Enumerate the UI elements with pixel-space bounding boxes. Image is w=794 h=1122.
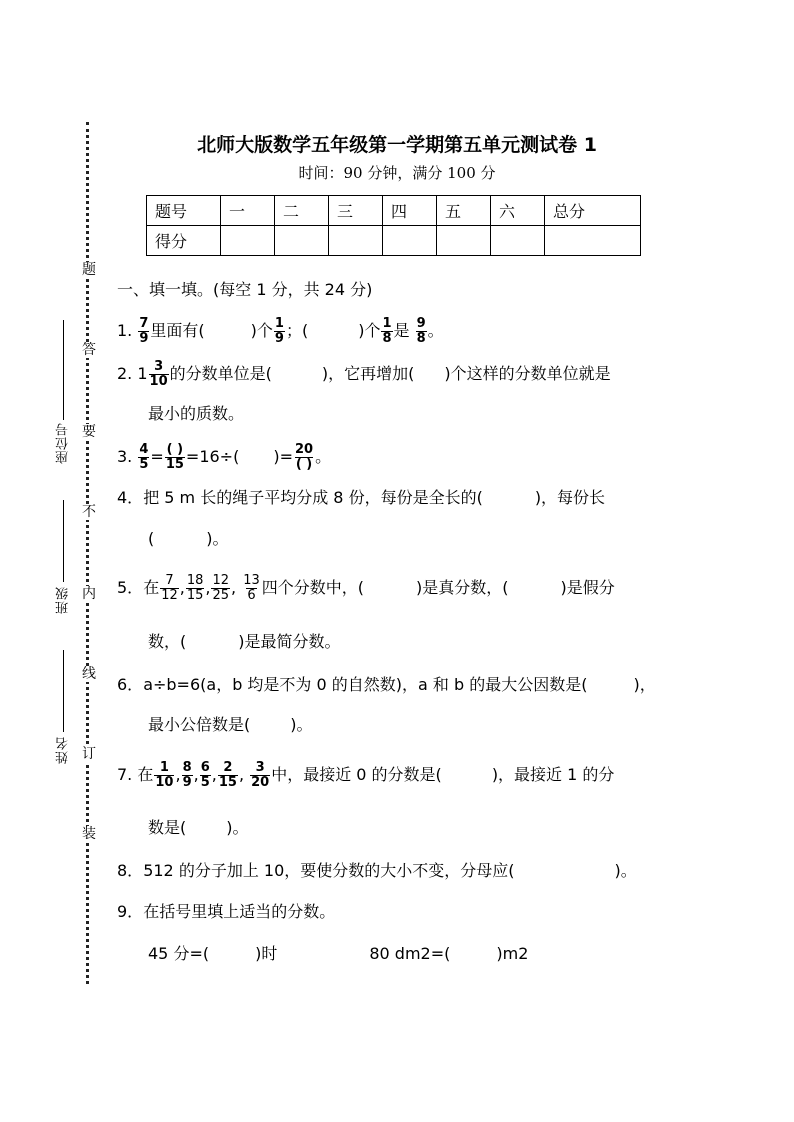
name-line bbox=[63, 650, 64, 732]
score-header-cell: 四 bbox=[383, 196, 437, 226]
question-7-cont bbox=[148, 816, 249, 840]
question-number: 8． bbox=[117, 861, 144, 880]
score-cell[interactable] bbox=[329, 226, 383, 256]
fraction: $\frac{6}{5}$ bbox=[200, 760, 210, 790]
seat-number-label: 座位号 bbox=[56, 422, 71, 464]
question-text: 里面有( bbox=[150, 321, 205, 340]
binding-dotted-line bbox=[86, 122, 89, 984]
question-6 bbox=[117, 673, 656, 697]
question-text: 四个分数中，( bbox=[261, 578, 364, 597]
fraction: $\frac{1}{8}$ bbox=[382, 316, 392, 346]
question-text: 在 bbox=[137, 765, 154, 784]
score-cell[interactable] bbox=[275, 226, 329, 256]
seal-char: 订 bbox=[82, 746, 96, 762]
seal-char: 线 bbox=[82, 666, 96, 682]
question-5: 5．在 $\frac{7}{12}$ , $\frac{18}{15}$ , $\frac{12}{25}$ , $\frac{13}{6}$ 四个分数中，( )是真分数，( )是假分 bbox=[117, 573, 615, 603]
score-cell[interactable] bbox=[437, 226, 491, 256]
question-text: )，每份长 bbox=[534, 488, 606, 507]
question-text: )。 bbox=[226, 818, 249, 837]
fraction: $\frac{18}{15}$ bbox=[186, 573, 204, 603]
score-table-header-row bbox=[147, 196, 641, 226]
question-text: )个 bbox=[250, 321, 273, 340]
question-text: =16÷( bbox=[185, 447, 240, 466]
question-text: )个 bbox=[358, 321, 381, 340]
fraction: $\frac{13}{6}$ bbox=[243, 573, 260, 603]
question-number: 4． bbox=[117, 488, 144, 507]
question-text: 中，最接近 0 的分数是( bbox=[271, 765, 442, 784]
seal-char: 内 bbox=[82, 586, 96, 602]
question-text: )是真分数，( bbox=[416, 578, 509, 597]
fraction: $\frac{3}{10}$ bbox=[149, 359, 168, 389]
question-text: 最小公倍数是( bbox=[148, 715, 251, 734]
score-cell[interactable] bbox=[383, 226, 437, 256]
question-text: 数是( bbox=[148, 818, 187, 837]
question-3 bbox=[117, 443, 331, 472]
question-number: 2. bbox=[117, 364, 133, 383]
fraction: $\frac{9}{8}$ bbox=[416, 316, 426, 346]
question-text: )，它再增加( bbox=[321, 364, 415, 383]
name-label: 姓名 bbox=[56, 736, 71, 764]
seat-number-line bbox=[63, 320, 64, 420]
class-label: 班级 bbox=[56, 586, 71, 614]
fraction: $\frac{20}{( )}$ bbox=[294, 442, 314, 472]
question-text: )是最简分数。 bbox=[238, 632, 341, 651]
question-text: 是 bbox=[393, 321, 410, 340]
question-text: )， bbox=[633, 675, 656, 694]
question-text: 数，( bbox=[148, 632, 187, 651]
question-text: 。 bbox=[315, 447, 332, 466]
score-table bbox=[146, 195, 641, 256]
seal-char: 答 bbox=[82, 342, 96, 358]
score-cell[interactable] bbox=[491, 226, 545, 256]
fraction: $\frac{( )}{15}$ bbox=[165, 442, 184, 472]
score-row-label: 得分 bbox=[147, 226, 221, 256]
question-text: )时 bbox=[255, 944, 278, 963]
question-text: 的分数单位是( bbox=[169, 364, 272, 383]
fraction: $\frac{1}{10}$ bbox=[155, 760, 174, 790]
page-title: 北师大版数学五年级第一学期第五单元测试卷 1 bbox=[197, 134, 597, 156]
question-text: 把 5 m 长的绳子平均分成 8 份，每份是全长的( bbox=[143, 488, 483, 507]
score-header-cell: 五 bbox=[437, 196, 491, 226]
question-text: )。 bbox=[290, 715, 313, 734]
question-number: 9． bbox=[117, 902, 144, 921]
question-text: )。 bbox=[206, 529, 229, 548]
question-text: ( bbox=[148, 529, 155, 548]
question-text: )是假分 bbox=[560, 578, 615, 597]
question-text: ；( bbox=[285, 321, 309, 340]
seal-char: 不 bbox=[82, 504, 96, 520]
question-number: 1. bbox=[117, 321, 133, 340]
fraction: $\frac{3}{20}$ bbox=[251, 760, 270, 790]
score-header-cell: 六 bbox=[491, 196, 545, 226]
fraction: $\frac{7}{9}$ bbox=[139, 316, 149, 346]
mixed-number-whole: 1 bbox=[137, 364, 148, 383]
question-text: a÷b=6(a，b 均是不为 0 的自然数)，a 和 b 的最大公因数是( bbox=[143, 675, 588, 694]
question-9 bbox=[117, 900, 335, 924]
question-text: )，最接近 1 的分 bbox=[491, 765, 615, 784]
question-text: 80 dm2=( bbox=[369, 944, 451, 963]
question-7: 7. 在 $\frac{1}{10}$ , $\frac{8}{9}$ , $\frac{6}{5}$ , $\frac{2}{15}$ , $\frac{3}{20}$ 中，最接近 0 的分数是( )，最接近 1 的分 bbox=[117, 760, 615, 790]
page-subtitle: 时间：90 分钟，满分 100 分 bbox=[298, 164, 496, 182]
question-number: 7. bbox=[117, 765, 133, 784]
question-1 bbox=[117, 317, 444, 346]
score-header-cell: 二 bbox=[275, 196, 329, 226]
fraction: $\frac{4}{5}$ bbox=[139, 442, 149, 472]
fraction: $\frac{7}{12}$ bbox=[161, 573, 178, 603]
fraction: $\frac{12}{25}$ bbox=[212, 573, 230, 603]
score-header-cell: 总分 bbox=[545, 196, 641, 226]
question-number: 6． bbox=[117, 675, 144, 694]
question-number: 5． bbox=[117, 578, 144, 597]
question-text: )m2 bbox=[496, 944, 529, 963]
question-text: 512 的分子加上 10，要使分数的大小不变，分母应( bbox=[143, 861, 515, 880]
seal-char: 题 bbox=[82, 262, 96, 278]
score-cell[interactable] bbox=[221, 226, 275, 256]
question-5-cont bbox=[148, 630, 341, 654]
question-text: 在 bbox=[143, 578, 160, 597]
score-table-score-row bbox=[147, 226, 641, 256]
score-header-cell: 题号 bbox=[147, 196, 221, 226]
question-2 bbox=[117, 360, 611, 389]
question-text: )= bbox=[273, 447, 293, 466]
question-2-cont: 最小的质数。 bbox=[148, 404, 245, 423]
fraction: $\frac{1}{9}$ bbox=[274, 316, 284, 346]
fraction: $\frac{2}{15}$ bbox=[218, 760, 237, 790]
class-line bbox=[63, 500, 64, 582]
question-9-answers bbox=[148, 942, 528, 966]
score-header-cell: 一 bbox=[221, 196, 275, 226]
seal-char: 装 bbox=[82, 826, 96, 842]
question-text: )个这样的分数单位就是 bbox=[444, 364, 611, 383]
score-cell[interactable] bbox=[545, 226, 641, 256]
question-4 bbox=[117, 486, 605, 510]
section-heading: 一、填一填。(每空 1 分，共 24 分) bbox=[117, 280, 373, 299]
fraction: $\frac{8}{9}$ bbox=[182, 760, 192, 790]
question-text: )。 bbox=[614, 861, 637, 880]
question-text: 在括号里填上适当的分数。 bbox=[143, 902, 336, 921]
question-number: 3. bbox=[117, 447, 133, 466]
question-text: = bbox=[150, 447, 164, 466]
question-8 bbox=[117, 859, 637, 883]
seal-char: 要 bbox=[82, 424, 96, 440]
question-text: 45 分=( bbox=[148, 944, 210, 963]
question-6-cont bbox=[148, 713, 313, 737]
question-text: 。 bbox=[427, 321, 444, 340]
question-4-cont bbox=[148, 527, 229, 551]
score-header-cell: 三 bbox=[329, 196, 383, 226]
